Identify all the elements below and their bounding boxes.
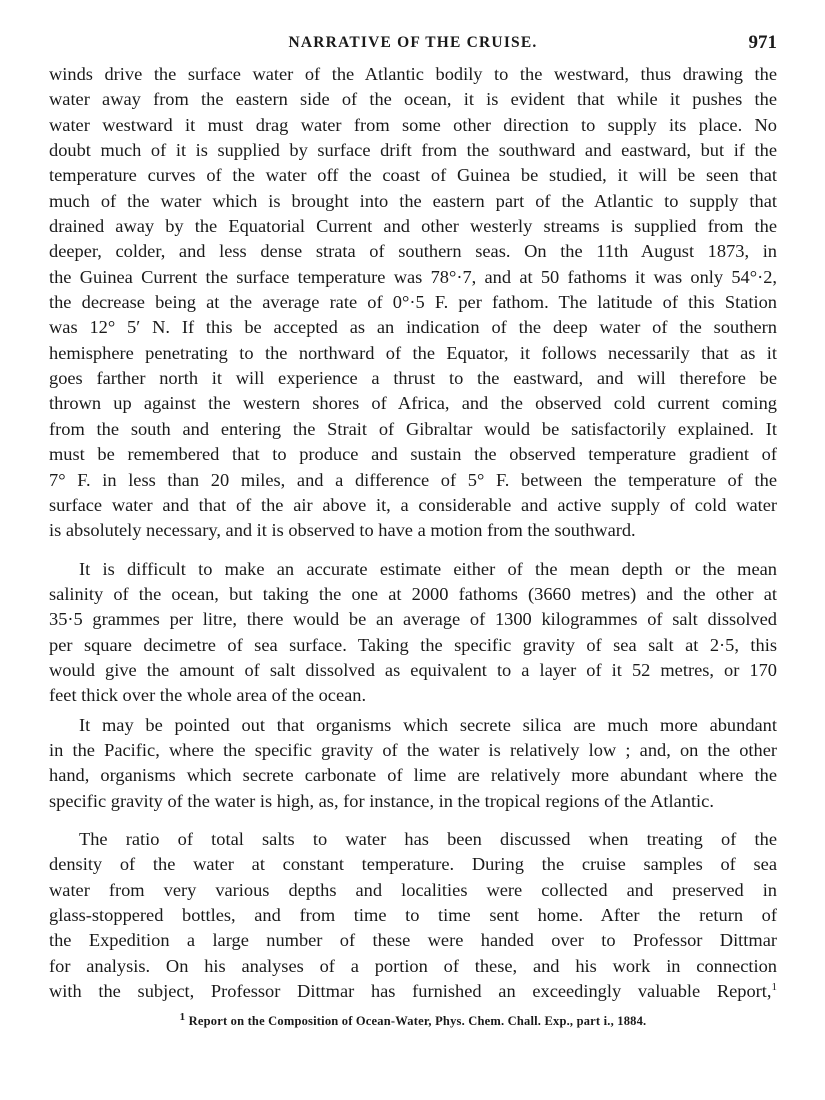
text-line: feet thick over the whole area of the ocean. (49, 685, 367, 706)
text-line: It is difficult to make an accurate estimate either of the mean depth or the mean (79, 558, 777, 579)
text-line: the Expedition a large number of these were handed over to Professor Dittmar (49, 930, 777, 951)
text-line: glass-stoppered bottles, and from time to time sent home. After the return of (49, 905, 777, 925)
text-line: 35·5 grammes per litre, there would be an average of 1300 kilogrammes of salt dissolved (49, 609, 777, 630)
text-line: from the south and entering the Strait of Gibraltar would be satisfactorily explained. It (49, 418, 777, 439)
text-line: the decrease being at the average rate of 0°·5 F. per fathom. The latitude of this Station (49, 292, 777, 313)
text-line: was 12° 5′ N. If this be accepted as an indication of the deep water of the southern (49, 317, 777, 338)
text-line: must be remembered that to produce and sustain the observed temperature gradient of (49, 444, 777, 465)
footnote-text: Report on the Composition of Ocean-Water, Phys. Chem. Chall. Exp., part i., 1884. (188, 1014, 647, 1029)
text-line: with the subject, Professor Dittmar has furnished an exceedingly valuable Report,$^1$ (49, 980, 777, 1002)
text-line: The ratio of total salts to water has been discussed when treating of the (79, 828, 777, 849)
text-line: for analysis. On his analyses of a portion of these, and his work in connection (49, 955, 777, 976)
page-header (49, 34, 777, 62)
text-line: hemisphere penetrating to the northward of the Equator, it follows necessarily that as it (49, 342, 777, 363)
page (49, 34, 777, 1029)
text-line: goes farther north it will experience a thrust to the eastward, and will therefore be (49, 368, 777, 389)
text-line: water westward it must drag water from some other direction to supply its place. No (49, 114, 777, 135)
page-number: 971 (748, 32, 777, 53)
text-line: is absolutely necessary, and it is observed to have a motion from the southward. (49, 520, 636, 541)
text-line: deeper, colder, and less dense strata of southern seas. On the 11th August 1873, in (49, 241, 777, 262)
text-line: salinity of the ocean, but taking the one at 2000 fathoms (3660 metres) and the other at (49, 583, 777, 604)
text-line: water away from the eastern side of the ocean, it is evident that while it pushes the (49, 89, 777, 110)
paragraph-3 (49, 713, 777, 814)
text-line: 7° F. in less than 20 miles, and a difference of 5° F. between the temperature of the (49, 469, 777, 490)
text-line: winds drive the surface water of the Atlantic bodily to the westward, thus drawing the (49, 64, 777, 84)
paragraph-2 (49, 557, 777, 709)
text-line: water from very various depths and localities were collected and preserved in (49, 879, 777, 900)
paragraph-4 (49, 827, 777, 1004)
text-line: doubt much of it is supplied by surface drift from the southward and eastward, but if the (49, 140, 777, 161)
text-line: would give the amount of salt dissolved as equivalent to a layer of it 52 metres, or 170 (49, 659, 777, 680)
text-line: the Guinea Current the surface temperature was 78°·7, and at 50 fathoms it was only 54°·2, (49, 266, 777, 287)
footnote (49, 1011, 777, 1029)
text-line: specific gravity of the water is high, as, for instance, in the tropical regions of the Atlantic. (49, 790, 714, 811)
text-line: drained away by the Equatorial Current and other westerly streams is supplied from the (49, 216, 777, 237)
running-title: NARRATIVE OF THE CRUISE. (288, 34, 538, 51)
text-line: in the Pacific, where the specific gravity of the water is relatively low ; and, on the other (49, 739, 777, 760)
text-line: surface water and that of the air above it, a considerable and active supply of cold water (49, 494, 777, 515)
paragraph-1 (49, 62, 777, 544)
text-line: density of the water at constant temperature. During the cruise samples of sea (49, 854, 777, 875)
text-line: thrown up against the western shores of Africa, and the observed cold current coming (49, 393, 777, 414)
text-line: much of the water which is brought into the eastern part of the Atlantic to supply that (49, 190, 777, 211)
text-line: temperature curves of the water off the coast of Guinea be studied, it will be seen that (49, 165, 777, 186)
footnote-marker: 1 (179, 1011, 186, 1024)
text-line: It may be pointed out that organisms which secrete silica are much more abundant (79, 714, 777, 735)
text-line: per square decimetre of sea surface. Taking the specific gravity of sea salt at 2·5, this (49, 634, 777, 655)
text-line: hand, organisms which secrete carbonate of lime are relatively more abundant where the (49, 765, 777, 786)
footnote-reference: 1 (771, 980, 777, 993)
